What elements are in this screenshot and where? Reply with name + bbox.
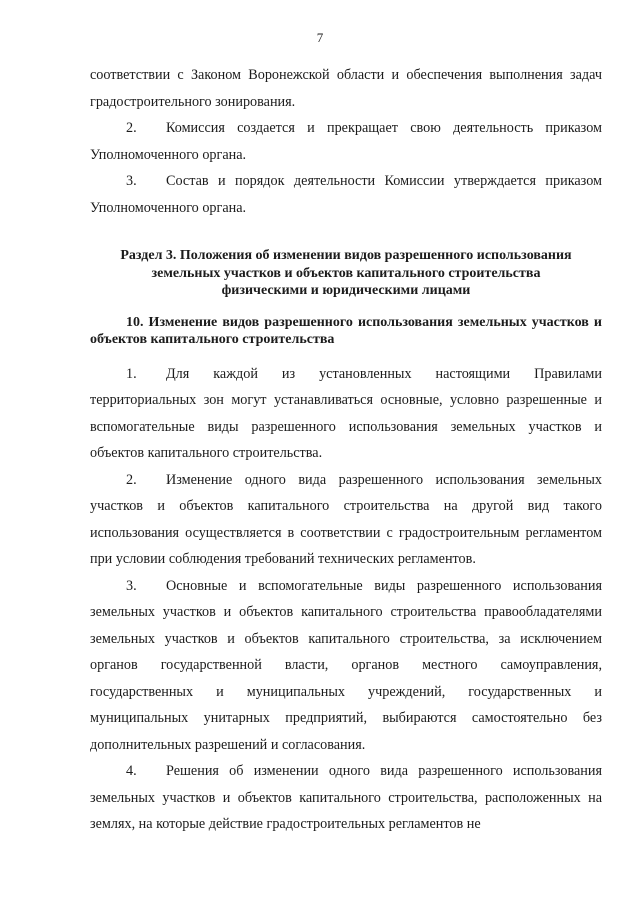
article-item-3	[90, 573, 602, 759]
paragraph-text: Изменение одного вида разрешенного использования земельных участков и объектов капитального строительства на другой вид такого использования осуществляется в соответствии с градостроительным регламентом при условии соблюдения требований технических регламентов.	[90, 471, 602, 567]
item-number: 1.	[126, 365, 137, 382]
item-number: 4.	[126, 763, 137, 779]
paragraph-item-3	[90, 168, 602, 221]
paragraph-text: Решения об изменении одного вида разрешенного использования земельных участков и объектов капитального строительства, расположенных на землях, на которые действие градостроительных регламентов не	[90, 763, 602, 832]
paragraph-text: соответствии с Законом Воронежской области и обеспечения выполнения задач градостроительного зонирования.	[90, 67, 602, 110]
paragraph-text: Для каждой из установленных настоящими Правилами территориальных зон могут устанавливаться основные, условно разрешенные и вспомогательные виды разрешенного использования земельных участков и объектов капитального строительства.	[90, 365, 602, 461]
item-number: 2.	[126, 120, 137, 136]
article-heading: 10. Изменение видов разрешенного использования земельных участков и объектов капитального строительства	[90, 314, 602, 347]
section-heading: Раздел 3. Положения об изменении видов разрешенного использования земельных участков и объектов капитального строительства физическими и юридическими лицами	[120, 248, 572, 298]
article-item-2	[90, 467, 602, 573]
paragraph-text: Комиссия создается и прекращает свою деятельность приказом Уполномоченного органа.	[90, 120, 602, 163]
page-number: 7	[316, 30, 324, 45]
item-number: 3.	[126, 173, 137, 189]
paragraph-text: Состав и порядок деятельности Комиссии утверждается приказом Уполномоченного органа.	[90, 173, 602, 216]
document-body	[90, 62, 602, 838]
paragraph-item-2	[90, 115, 602, 168]
paragraph-text: Основные и вспомогательные виды разрешенного использования земельных участков и объектов капитального строительства правообладателями земельных участков и объектов капитального строительства, за исключением органов государственной власти, органов местного самоуправления, государственных и муниципальных учреждений, государственных и муниципальных унитарных предприятий, выбираются самостоятельно без дополнительных разрешений и согласования.	[90, 577, 602, 753]
article-item-1	[90, 361, 602, 467]
paragraph-continuation	[90, 62, 602, 115]
item-number: 3.	[126, 577, 137, 594]
article-item-4	[90, 758, 602, 838]
item-number: 2.	[126, 471, 137, 488]
